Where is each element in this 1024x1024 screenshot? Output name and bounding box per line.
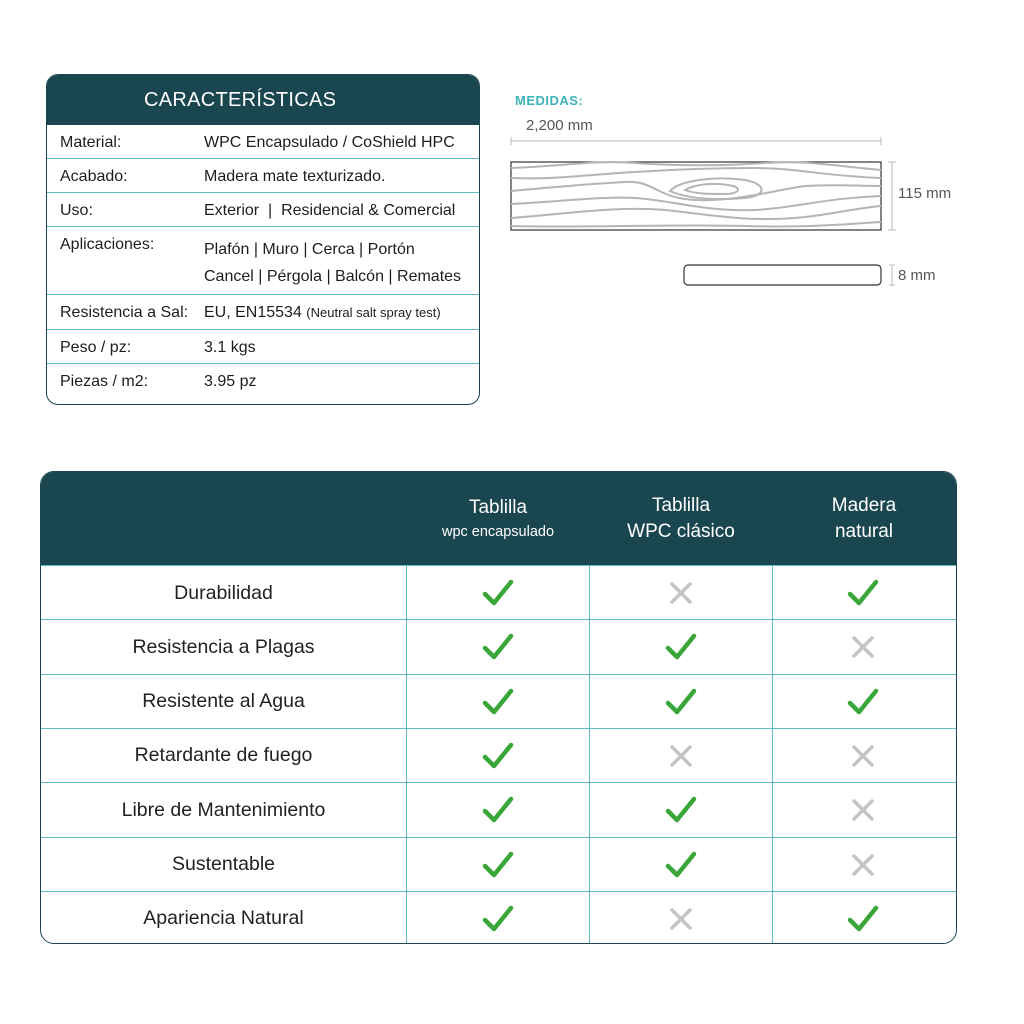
column-header-line-2: natural — [834, 520, 894, 542]
check-icon — [665, 794, 697, 826]
check-icon — [847, 577, 879, 609]
column-header-wpc-encapsulado — [407, 472, 589, 565]
column-divider — [406, 565, 407, 943]
spec-label: Uso: — [60, 202, 93, 219]
check-icon — [482, 577, 514, 609]
spec-row-aplicaciones — [47, 227, 479, 295]
thickness-dimension-line — [889, 265, 895, 285]
spec-label: Aplicaciones: — [60, 236, 155, 253]
spec-value — [204, 299, 441, 326]
board-dimension-diagram — [505, 136, 897, 296]
spec-value: 3.1 kgs — [204, 339, 256, 356]
spec-value-line-1: Plafón | Muro | Cerca | Portón — [204, 241, 415, 258]
spec-row-uso — [47, 193, 479, 227]
column-header-line-2: wpc encapsulado — [441, 523, 555, 540]
column-header-wpc-clasico — [590, 472, 772, 565]
medidas-title: MEDIDAS: — [515, 93, 584, 108]
spec-label: Acabado: — [60, 168, 128, 185]
cross-icon — [847, 849, 879, 881]
table-row — [41, 837, 956, 891]
check-icon — [847, 686, 879, 718]
table-row — [41, 728, 956, 782]
check-icon — [482, 903, 514, 935]
spec-value-main: EU, EN15534 — [204, 304, 307, 321]
table-row — [41, 619, 956, 673]
spec-label: Piezas / m2: — [60, 373, 149, 390]
column-divider — [589, 565, 590, 943]
feature-label: Durabilidad — [174, 581, 273, 604]
spec-row-resistencia-sal — [47, 295, 479, 330]
spec-row-peso — [47, 330, 479, 364]
spec-value: 3.95 pz — [204, 373, 257, 390]
spec-row-material — [47, 125, 479, 159]
column-header-madera-natural — [773, 472, 955, 565]
cross-icon — [665, 903, 697, 935]
column-header-line-2: WPC clásico — [627, 520, 735, 542]
spec-value: WPC Encapsulado / CoShield HPC — [204, 134, 455, 151]
table-row — [41, 782, 956, 836]
check-icon — [665, 849, 697, 881]
board-face — [511, 162, 881, 230]
width-dimension-line — [888, 162, 896, 230]
spec-label: Resistencia a Sal: — [60, 304, 189, 321]
check-icon — [847, 903, 879, 935]
spec-value: Madera mate texturizado. — [204, 168, 386, 185]
feature-label: Libre de Mantenimiento — [121, 798, 326, 821]
spec-label: Material: — [60, 134, 122, 151]
cross-icon — [847, 631, 879, 663]
column-header-line-1: Tablilla — [468, 496, 528, 518]
spec-label: Peso / pz: — [60, 339, 132, 356]
check-icon — [482, 740, 514, 772]
feature-label: Retardante de fuego — [134, 744, 313, 767]
specs-card — [46, 74, 480, 405]
spec-value — [204, 236, 461, 290]
check-icon — [482, 686, 514, 718]
length-label: 2,200 mm — [526, 117, 593, 134]
check-icon — [482, 631, 514, 663]
feature-label: Apariencia Natural — [143, 907, 304, 930]
table-row — [41, 674, 956, 728]
feature-label: Sustentable — [172, 853, 275, 875]
spec-value-note: (Neutral salt spray test) — [306, 305, 441, 320]
cross-icon — [847, 794, 879, 826]
specs-title: CARACTERÍSTICAS — [47, 75, 479, 125]
spec-value: Exterior | Residencial & Comercial — [204, 202, 456, 219]
table-row — [41, 565, 956, 619]
length-dimension-line — [511, 137, 881, 145]
check-icon — [482, 794, 514, 826]
check-icon — [665, 686, 697, 718]
feature-label: Resistente al Agua — [142, 690, 305, 713]
check-icon — [665, 631, 697, 663]
column-header-line-1: Madera — [831, 494, 897, 516]
cross-icon — [665, 577, 697, 609]
spec-value-line-2: Cancel | Pérgola | Balcón | Remates — [204, 268, 462, 285]
comparison-table — [40, 471, 957, 944]
cross-icon — [665, 740, 697, 772]
board-profile — [684, 265, 881, 285]
column-divider — [772, 565, 773, 943]
check-icon — [482, 849, 514, 881]
width-label: 115 mm — [898, 185, 952, 202]
thickness-label: 8 mm — [898, 267, 936, 284]
column-header-line-1: Tablilla — [651, 494, 711, 516]
spec-row-acabado — [47, 159, 479, 193]
spec-row-piezas — [47, 364, 479, 398]
table-row — [41, 891, 956, 944]
cross-icon — [847, 740, 879, 772]
feature-label: Resistencia a Plagas — [132, 635, 315, 658]
